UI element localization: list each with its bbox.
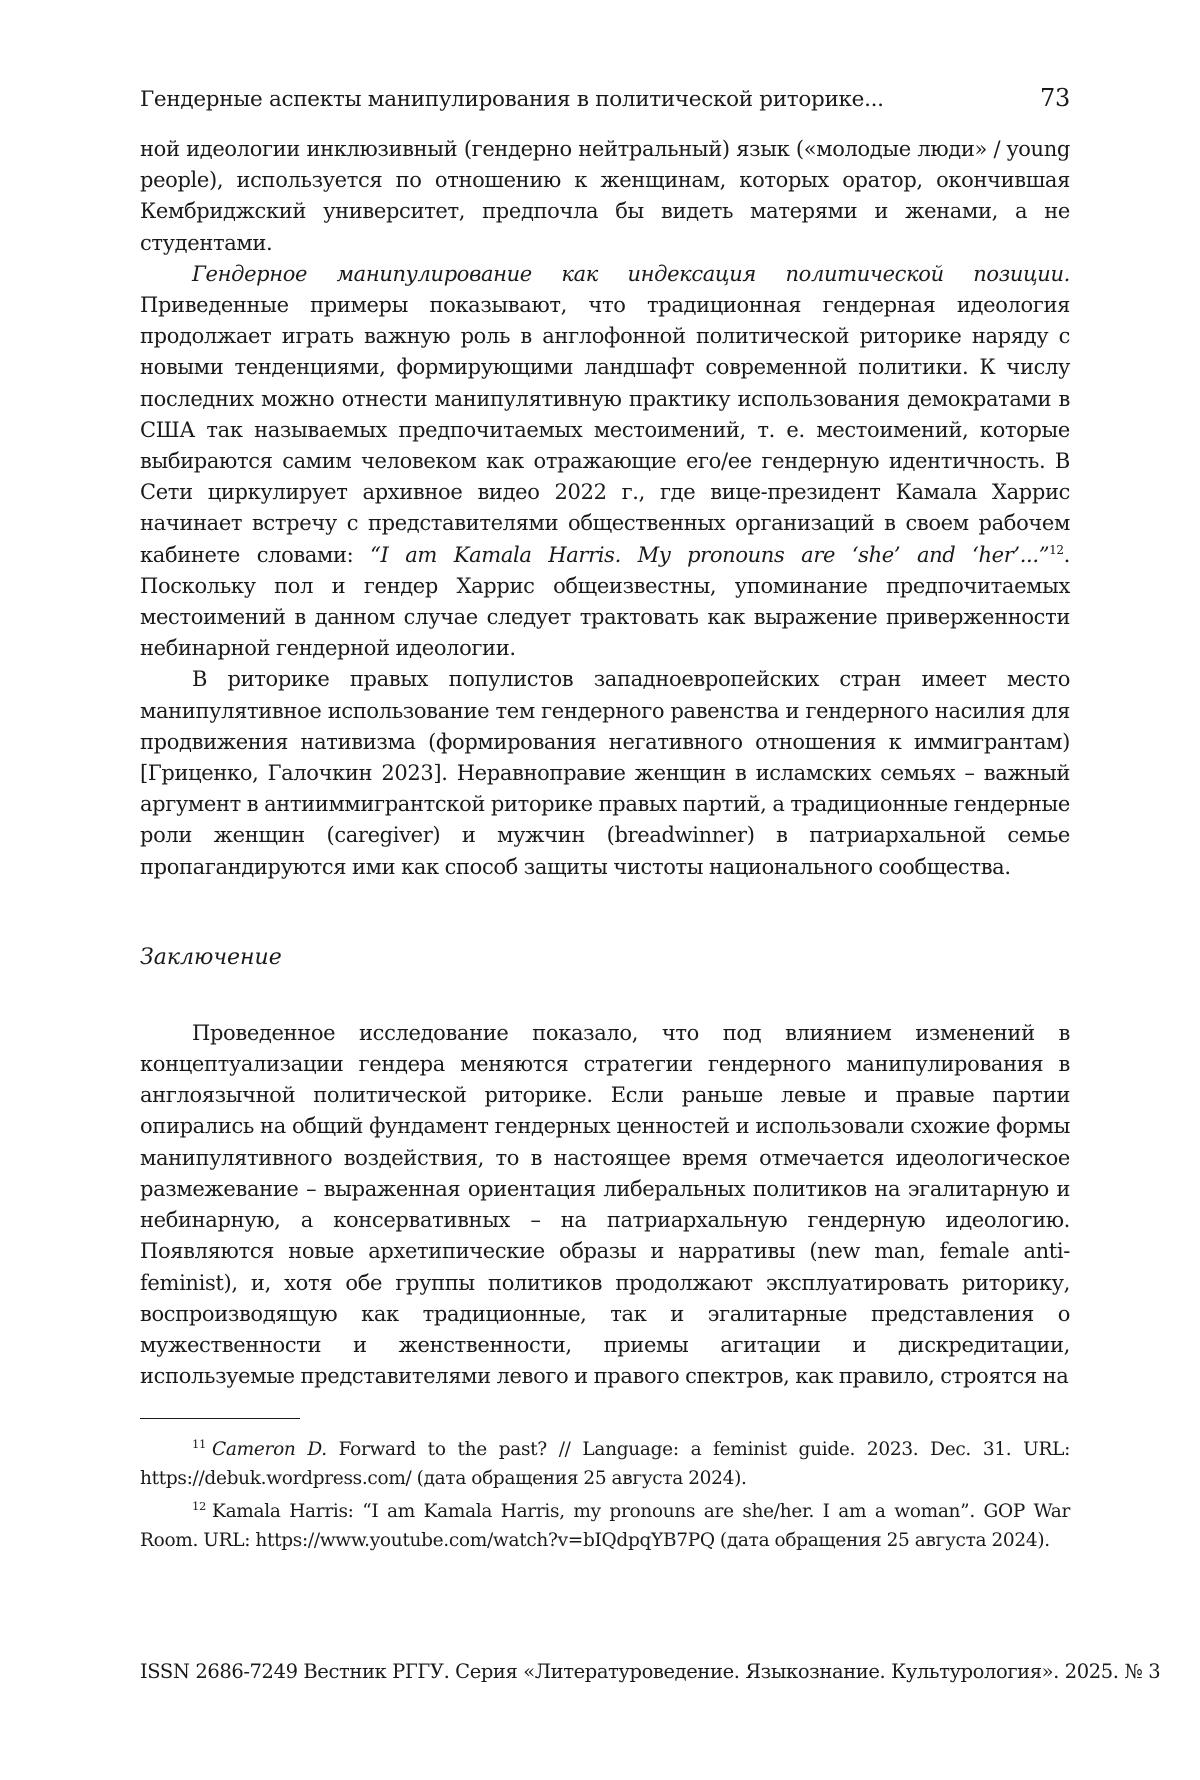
section-heading-conclusion: Заключение [140,944,282,970]
footnote-12 [140,1497,1070,1555]
footnote-11 [140,1435,1070,1493]
journal-footer: ISSN 2686-7249 Вестник РГГУ. Серия «Литературоведение. Языкознание. Культурология». 2025. № 3 [140,1660,1161,1683]
footnote-number: 12 [192,1499,207,1514]
paragraph-text-a: Приведенные примеры показывают, что традиционная гендерная идеология продолжает играть важную роль в англофонной политической риторике наряду с новыми тенденциями, формирующими ландшафт современной политики. К числу последних можно отнести манипулятивную практику использования демократами в США так называемых предпочитаемых местоимений, т. е. местоимений, которые выбираются самим человеком как отражающие его/ее гендерную идентичность. В Сети циркулирует архивное видео 2022 г., где вице-президент Камала Харрис начинает встречу с представителями общественных организаций в своем рабочем кабинете словами: [140,293,1070,567]
footnote-divider [140,1418,300,1419]
paragraph-gender-indexation [140,259,1070,665]
footnote-author: Cameron D. [212,1439,327,1461]
paragraph-continuation: ной идеологии инклюзивный (гендерно нейтральный) язык («молодые люди» / young people), используется по отношению к женщинам, которых оратор, окончившая Кембриджский университет, предпочла бы видеть матерями и женами, а не студентами. [140,137,1070,255]
footnote-ref-12[interactable]: 12 [1049,542,1064,557]
running-header [140,84,1070,112]
article-page [140,84,1070,1559]
page-number: 73 [1040,84,1070,112]
paragraph-italic-lead: Гендерное манипулирование как индексация политической позиции. [192,261,1070,286]
running-title: Гендерные аспекты манипулирования в политической риторике... [140,87,884,112]
footnote-text: Forward to the past? // Language: a feminist guide. 2023. Dec. 31. URL: https://debuk.wordpress.com/ (дата обращения 25 августа 2024). [140,1439,1071,1490]
footnote-text: Kamala Harris: “I am Kamala Harris, my pronouns are she/her. I am a woman”. GOP War Room. URL: https://www.youtube.com/watch?v=bIQdpqYB7PQ (дата обращения 25 августа 2024). [140,1501,1070,1552]
paragraph-right-populists: В риторике правых популистов западноевропейских стран имеет место манипулятивное использование тем гендерного равенства и гендерного насилия для продвижения нативизма (формирования негативного отношения к иммигрантам) [Гриценко, Галочкин 2023]. Неравноправие женщин в исламских семьях – важный аргумент в антииммигрантской риторике правых партий, а традиционные гендерные роли женщин (caregiver) и мужчин (breadwinner) в патриархальной семье пропагандируются ими как способ защиты чистоты национального сообщества. [140,667,1070,879]
paragraph-conclusion: Проведенное исследование показало, что под влиянием изменений в концептуализации гендера меняются стратегии гендерного манипулирования в англоязычной политической риторике. Если раньше левые и правые партии опирались на общий фундамент гендерных ценностей и использовали схожие формы манипулятивного воздействия, то в настоящее время отмечается идеологическое размежевание – выраженная ориентация либеральных политиков на эгалитарную и небинарную, а консервативных – на патриархальную гендерную идеологию. Появляются новые архетипические образы и нарративы (new man, female anti-feminist), и, хотя обе группы политиков продолжают эксплуатировать риторику, воспроизводящую как традиционные, так и эгалитарные представления о мужественности и женственности, приемы агитации и дискредитации, используемые представителями левого и правого спектров, как правило, строятся на [140,1020,1070,1389]
paragraph-text-b: . Поскольку пол и гендер Харрис общеизвестны, упоминание предпочитаемых местоимений в данном случае следует трактовать как выражение приверженности небинарной гендерной идеологии. [140,542,1070,661]
footnote-number: 11 [192,1437,207,1452]
harris-quote: “I am Kamala Harris. My pronouns are ‘she’ and ‘her’...” [370,542,1050,567]
